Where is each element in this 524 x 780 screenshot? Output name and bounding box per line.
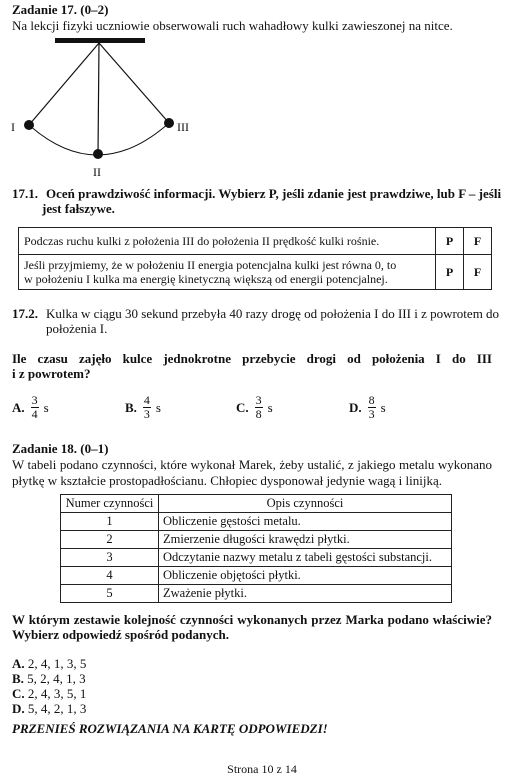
true-false-table bbox=[18, 227, 492, 290]
fraction: $\frac{3}{4}$ bbox=[31, 393, 38, 421]
table-row: 5 Zważenie płytki. bbox=[61, 585, 452, 603]
q17-2-option-a[interactable]: A. $\frac{3}{4}$ s bbox=[12, 393, 49, 421]
table-header-row bbox=[61, 495, 452, 513]
task18-question-line1: W którym zestawie kolejność czynności wykonanych przez Marka podano właściwie? bbox=[12, 612, 492, 627]
position-label-I: I bbox=[11, 120, 15, 134]
task17-intro: Na lekcji fizyki uczniowie obserwowali ruch wahadłowy kulki zawieszonej na nitce. bbox=[12, 18, 453, 33]
q17-2-option-b[interactable]: B. $\frac{4}{3}$ s bbox=[125, 393, 161, 421]
page-number: Strona 10 z 14 bbox=[227, 762, 297, 776]
transfer-answers-note: PRZENIEŚ ROZWIĄZANIA NA KARTĘ ODPOWIEDZI! bbox=[12, 721, 328, 736]
ball-position-II bbox=[93, 149, 103, 159]
fraction: $\frac{3}{8}$ bbox=[255, 393, 262, 421]
statement-2: Jeśli przyjmiemy, że w położeniu II energia potencjalna kulki jest równa 0, to w położeniu I kulka ma energię kinetyczną większą od energii potencjalnej. bbox=[19, 255, 436, 290]
task18-option-b[interactable]: B. 5, 2, 4, 1, 3 bbox=[12, 671, 86, 686]
table-row: 4 Obliczenie objętości płytki. bbox=[61, 567, 452, 585]
q17-2-number: 17.2. bbox=[12, 306, 38, 321]
activities-table bbox=[60, 494, 452, 603]
q17-2-option-c[interactable]: C. $\frac{3}{8}$ s bbox=[236, 393, 273, 421]
option-f-2[interactable]: F bbox=[464, 255, 492, 290]
table-row: 1 Obliczenie gęstości metalu. bbox=[61, 513, 452, 531]
fraction: $\frac{4}{3}$ bbox=[143, 393, 150, 421]
option-p-2[interactable]: P bbox=[436, 255, 464, 290]
q17-2-question-line2: i z powrotem? bbox=[12, 366, 91, 381]
statement-1: Podczas ruchu kulki z położenia III do położenia II prędkość kulki rośnie. bbox=[19, 228, 436, 255]
table-row: 3 Odczytanie nazwy metalu z tabeli gęstości substancji. bbox=[61, 549, 452, 567]
header-number: Numer czynności bbox=[61, 495, 159, 513]
option-f-1[interactable]: F bbox=[464, 228, 492, 255]
task18-option-c[interactable]: C. 2, 4, 3, 5, 1 bbox=[12, 686, 87, 701]
pendulum-support bbox=[55, 38, 145, 43]
task18-text-line2: płytkę w kształcie prostopadłościanu. Chłopiec dysponował jedynie wagą i linijką. bbox=[12, 473, 442, 488]
fraction: $\frac{8}{3}$ bbox=[368, 393, 375, 421]
q17-2-question-line1: Ile czasu zajęło kulce jednokrotne przebycie drogi od położenia I do III bbox=[12, 351, 492, 366]
ball-position-III bbox=[164, 118, 174, 128]
q17-2-text-line1: Kulka w ciągu 30 sekund przebyła 40 razy drogę od położenia I do III i z powrotem do bbox=[46, 306, 500, 321]
position-label-II: II bbox=[93, 165, 101, 179]
position-label-III: III bbox=[177, 120, 189, 134]
q17-2-option-d[interactable]: D. $\frac{8}{3}$ s bbox=[349, 393, 386, 421]
q17-2-text-line2: położenia I. bbox=[46, 321, 108, 336]
q17-1-instruction-line1: Oceń prawdziwość informacji. Wybierz P, jeśli zdanie jest prawdziwe, lub F – jeśli bbox=[46, 186, 502, 201]
task17-heading: Zadanie 17. (0–2) bbox=[12, 2, 109, 17]
true-false-row bbox=[19, 255, 492, 290]
task18-heading: Zadanie 18. (0–1) bbox=[12, 441, 109, 456]
q17-1-instruction-line2: jest fałszywe. bbox=[42, 201, 115, 216]
pendulum-thread-left bbox=[29, 43, 99, 125]
task18-text-line1: W tabeli podano czynności, które wykonał Marek, żeby ustalić, z jakiego metalu wykonano bbox=[12, 457, 492, 472]
pendulum-thread-right bbox=[99, 43, 169, 123]
true-false-row bbox=[19, 228, 492, 255]
task18-question-line2: Wybierz odpowiedź spośród podanych. bbox=[12, 627, 229, 642]
header-description: Opis czynności bbox=[159, 495, 452, 513]
table-row: 2 Zmierzenie długości krawędzi płytki. bbox=[61, 531, 452, 549]
ball-position-I bbox=[24, 120, 34, 130]
q17-1-number: 17.1. bbox=[12, 186, 38, 201]
task18-option-d[interactable]: D. 5, 4, 2, 1, 3 bbox=[12, 701, 87, 716]
pendulum-thread-center bbox=[98, 43, 99, 154]
option-p-1[interactable]: P bbox=[436, 228, 464, 255]
task18-option-a[interactable]: A. 2, 4, 1, 3, 5 bbox=[12, 656, 87, 671]
pendulum-diagram bbox=[0, 34, 220, 180]
